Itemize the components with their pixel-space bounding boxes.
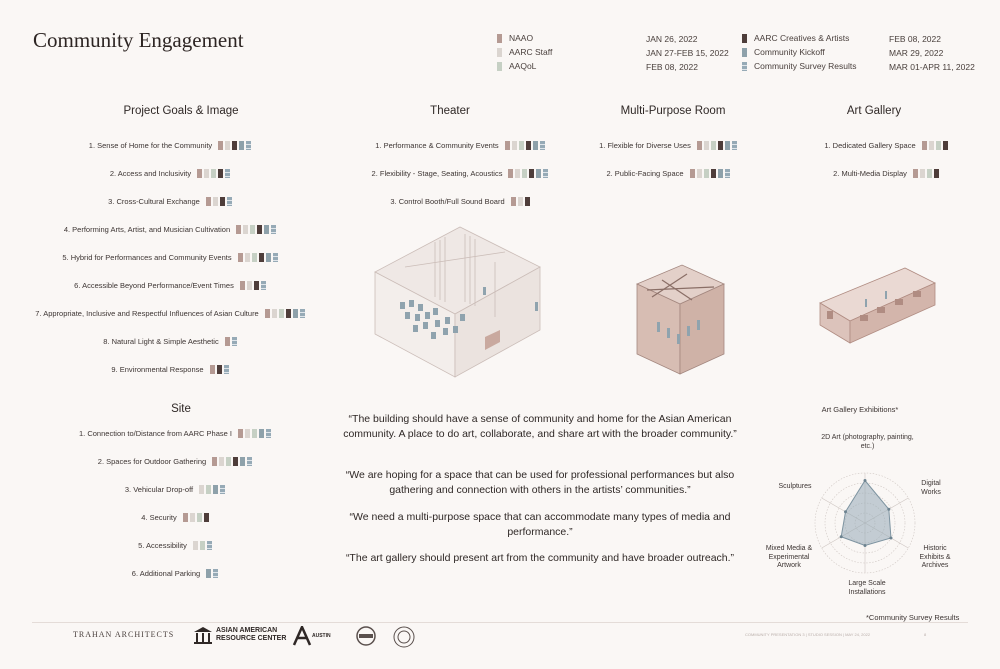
source-bar-creatives xyxy=(257,225,262,234)
source-bar-creatives xyxy=(217,365,222,374)
footer-note: COMMUNITY PRESENTATION 3 | STUDIO SESSION | MAY 24, 2022 xyxy=(745,632,871,637)
source-bar-naao xyxy=(697,141,702,150)
source-bar-aaqol xyxy=(226,457,231,466)
source-bar-kickoff xyxy=(206,569,211,578)
radar-axis-2d-art: 2D Art (photography, painting, etc.) xyxy=(821,434,914,450)
source-bar-naao xyxy=(922,141,927,150)
radar-axis-sculptures: Sculptures xyxy=(778,483,812,490)
source-bar-survey xyxy=(543,169,548,178)
source-bar-staff xyxy=(219,457,224,466)
source-bar-naao xyxy=(210,365,215,374)
source-bar-creatives xyxy=(220,197,225,206)
source-bar-naao xyxy=(206,197,211,206)
source-bar-creatives xyxy=(218,169,223,178)
source-bar-staff xyxy=(515,169,520,178)
source-bar-naao xyxy=(508,169,513,178)
goal-label: 4. Security xyxy=(141,513,177,522)
goal-label: 2. Access and Inclusivity xyxy=(109,169,192,178)
source-bar-staff xyxy=(193,541,198,550)
aarc-logo-line1: ASIAN AMERICAN xyxy=(216,627,278,634)
austin-logo: AUSTIN xyxy=(292,626,331,646)
goal-item xyxy=(375,141,544,150)
goal-label: 7. Appropriate, Inclusive and Respectful Influences of Asian Culture xyxy=(35,309,259,318)
multipurpose-isometric-illustration xyxy=(632,262,727,380)
source-bar-creatives xyxy=(525,197,530,206)
goal-item xyxy=(132,569,218,578)
source-bar-creatives xyxy=(232,141,237,150)
legend-date-aaqol: FEB 08, 2022 xyxy=(646,62,698,72)
theater-isometric-illustration xyxy=(365,222,545,380)
aarc-logo xyxy=(193,626,286,644)
source-bar-creatives xyxy=(934,169,939,178)
goal-label: 1. Performance & Community Events xyxy=(375,141,499,150)
source-bar-staff xyxy=(243,225,248,234)
source-bar-kickoff xyxy=(533,141,538,150)
source-bars xyxy=(206,197,232,206)
source-bar-staff xyxy=(213,197,218,206)
source-bars xyxy=(922,141,948,150)
source-bars xyxy=(218,141,251,150)
source-bar-kickoff xyxy=(264,225,269,234)
goal-label: 2. Flexibility - Stage, Seating, Acoustics xyxy=(371,169,503,178)
quote-2: “We are hoping for a space that can be used for professional performances but also gathering and connection with others in the artists’ communities.” xyxy=(345,469,735,496)
goal-item xyxy=(35,309,304,318)
radar-point xyxy=(887,508,890,511)
source-bar-kickoff xyxy=(240,457,245,466)
goal-label: 1. Sense of Home for the Community xyxy=(88,141,213,150)
legend-creatives: AARC Creatives & Artists xyxy=(742,33,849,43)
aarc-building-icon xyxy=(193,626,213,644)
quote-4: “The art gallery should present art from the community and have broader outreach.” xyxy=(345,552,735,564)
source-bar-naao xyxy=(236,225,241,234)
goal-item xyxy=(64,225,276,234)
source-bar-aaqol xyxy=(927,169,932,178)
source-bar-kickoff xyxy=(239,141,244,150)
austin-a-icon xyxy=(292,626,312,646)
source-bar-kickoff xyxy=(718,169,723,178)
source-bars xyxy=(690,169,730,178)
goal-label: 1. Connection to/Distance from AARC Phase I xyxy=(79,429,232,438)
seal-logo-1 xyxy=(354,626,378,646)
source-bar-survey xyxy=(213,569,218,578)
theater-heading: Theater xyxy=(430,105,470,117)
goal-item xyxy=(110,169,230,178)
source-bars xyxy=(511,197,530,206)
source-bar-survey xyxy=(227,197,232,206)
goal-item xyxy=(74,281,266,290)
source-bar-aaqol xyxy=(250,225,255,234)
source-bars xyxy=(206,569,218,578)
legend-date-creatives: FEB 08, 2022 xyxy=(889,34,941,44)
legend-date-kickoff: MAR 29, 2022 xyxy=(889,48,944,58)
source-bars xyxy=(508,169,548,178)
legend-naao: NAAO xyxy=(497,33,533,43)
source-bar-aaqol xyxy=(522,169,527,178)
goal-item xyxy=(599,141,737,150)
goal-item xyxy=(103,337,236,346)
goal-label: 6. Additional Parking xyxy=(131,569,201,578)
source-bar-creatives xyxy=(259,253,264,262)
source-bar-staff xyxy=(225,141,230,150)
goal-item xyxy=(125,485,225,494)
legend-survey: Community Survey Results xyxy=(742,61,857,71)
source-bars xyxy=(240,281,266,290)
source-bar-creatives xyxy=(711,169,716,178)
goal-item xyxy=(62,253,277,262)
source-bars xyxy=(265,309,305,318)
source-bar-survey xyxy=(224,365,229,374)
source-bars xyxy=(197,169,230,178)
source-bar-staff xyxy=(204,169,209,178)
source-bar-naao xyxy=(505,141,510,150)
source-bar-naao xyxy=(197,169,202,178)
trahan-logo: TRAHAN ARCHITECTS xyxy=(73,630,175,639)
source-bars xyxy=(199,485,225,494)
goal-item xyxy=(606,169,729,178)
goal-label: 3. Vehicular Drop-off xyxy=(124,485,194,494)
radar-point xyxy=(889,537,892,540)
goal-label: 3. Control Booth/Full Sound Board xyxy=(390,197,505,206)
source-bar-staff xyxy=(697,169,702,178)
gallery-radar-chart xyxy=(805,428,925,588)
source-bar-naao xyxy=(265,309,270,318)
source-bar-survey xyxy=(261,281,266,290)
legend-kickoff: Community Kickoff xyxy=(742,47,825,57)
source-bar-staff xyxy=(190,513,195,522)
source-bar-survey xyxy=(273,253,278,262)
goal-item xyxy=(824,141,947,150)
goal-item xyxy=(89,141,251,150)
source-bar-kickoff xyxy=(213,485,218,494)
goal-item xyxy=(108,197,232,206)
source-bar-naao xyxy=(690,169,695,178)
legend-aaqol: AAQoL xyxy=(497,61,536,71)
source-bars xyxy=(210,365,229,374)
radar-point xyxy=(844,510,847,513)
source-bars xyxy=(183,513,209,522)
radar-point xyxy=(840,535,843,538)
goal-item xyxy=(372,169,549,178)
radar-axis-mixed-media: Mixed Media & Experimental Artwork xyxy=(765,545,813,569)
source-bar-survey xyxy=(207,541,212,550)
gallery-heading: Art Gallery xyxy=(846,105,902,117)
aarc-logo-line2: RESOURCE CENTER xyxy=(216,635,287,642)
source-bars xyxy=(212,457,252,466)
source-bar-staff xyxy=(245,429,250,438)
source-bar-survey xyxy=(732,141,737,150)
source-bar-aaqol xyxy=(936,141,941,150)
source-bar-survey xyxy=(247,457,252,466)
source-bar-staff xyxy=(518,197,523,206)
source-bar-staff xyxy=(929,141,934,150)
source-bar-aaqol xyxy=(206,485,211,494)
source-bar-creatives xyxy=(529,169,534,178)
source-bar-survey xyxy=(300,309,305,318)
legend-date-survey: MAR 01-APR 11, 2022 xyxy=(889,62,975,72)
goal-label: 1. Dedicated Gallery Space xyxy=(824,141,916,150)
source-bar-kickoff xyxy=(266,253,271,262)
source-bar-naao xyxy=(240,281,245,290)
source-bar-creatives xyxy=(254,281,259,290)
source-bar-creatives xyxy=(526,141,531,150)
radar-point xyxy=(864,479,867,482)
goal-item xyxy=(141,513,208,522)
source-bar-aaqol xyxy=(711,141,716,150)
source-bar-naao xyxy=(183,513,188,522)
source-bar-staff xyxy=(704,141,709,150)
source-bar-survey xyxy=(271,225,276,234)
radar-data-area xyxy=(841,481,891,546)
source-bar-kickoff xyxy=(259,429,264,438)
goal-label: 5. Accessibility xyxy=(138,541,187,550)
source-bar-creatives xyxy=(233,457,238,466)
source-bar-naao xyxy=(913,169,918,178)
source-bar-survey xyxy=(246,141,251,150)
goal-label: 1. Flexible for Diverse Uses xyxy=(599,141,691,150)
source-bar-creatives xyxy=(943,141,948,150)
source-bar-naao xyxy=(238,253,243,262)
goal-item xyxy=(98,457,252,466)
legend-date-naao: JAN 26, 2022 xyxy=(646,34,698,44)
multipurpose-heading: Multi-Purpose Room xyxy=(620,105,726,117)
source-bar-staff xyxy=(199,485,204,494)
source-bar-creatives xyxy=(718,141,723,150)
source-bar-staff xyxy=(272,309,277,318)
radar-title: Art Gallery Exhibitions* xyxy=(821,405,899,414)
source-bar-aaqol xyxy=(519,141,524,150)
radar-axis-digital-works: Digital Works xyxy=(921,480,941,496)
source-bars xyxy=(238,429,271,438)
goal-item xyxy=(390,197,529,206)
source-bars xyxy=(225,337,237,346)
source-bar-creatives xyxy=(204,513,209,522)
goal-item xyxy=(138,541,212,550)
goal-label: 2. Public-Facing Space xyxy=(606,169,684,178)
source-bar-aaqol xyxy=(279,309,284,318)
goal-label: 9. Environmental Response xyxy=(111,365,204,374)
source-bar-survey xyxy=(725,169,730,178)
source-bar-staff xyxy=(920,169,925,178)
gallery-isometric-illustration xyxy=(815,263,940,348)
source-bars xyxy=(238,253,278,262)
source-bar-staff xyxy=(245,253,250,262)
radar-point xyxy=(864,544,867,547)
goal-label: 3. Cross-Cultural Exchange xyxy=(108,197,200,206)
source-bars xyxy=(193,541,212,550)
source-bar-survey xyxy=(220,485,225,494)
goal-item xyxy=(79,429,271,438)
source-bars xyxy=(697,141,737,150)
source-bar-staff xyxy=(247,281,252,290)
goal-label: 6. Accessible Beyond Performance/Event Times xyxy=(74,281,234,290)
quote-1: “The building should have a sense of community and home for the Asian American community. A place to do art, collaborate, and share art with the broader community.” xyxy=(343,413,737,440)
survey-footnote: *Community Survey Results xyxy=(866,613,960,622)
legend-date-aarc-staff: JAN 27-FEB 15, 2022 xyxy=(646,48,729,58)
source-bar-staff xyxy=(512,141,517,150)
source-bar-aaqol xyxy=(211,169,216,178)
source-bar-kickoff xyxy=(725,141,730,150)
source-bars xyxy=(236,225,276,234)
goal-label: 2. Multi-Media Display xyxy=(833,169,907,178)
goal-label: 2. Spaces for Outdoor Gathering xyxy=(97,457,207,466)
radar-axis-historic: Historic Exhibits & Archives xyxy=(919,545,951,569)
goal-label: 4. Performing Arts, Artist, and Musician Cultivation xyxy=(63,225,231,234)
source-bar-survey xyxy=(540,141,545,150)
source-bar-naao xyxy=(238,429,243,438)
goal-item xyxy=(111,365,228,374)
page-number: 8 xyxy=(924,632,927,637)
project-goals-heading: Project Goals & Image xyxy=(123,105,239,117)
source-bar-naao xyxy=(218,141,223,150)
source-bar-kickoff xyxy=(293,309,298,318)
site-heading: Site xyxy=(171,403,191,415)
source-bar-aaqol xyxy=(704,169,709,178)
source-bar-naao xyxy=(511,197,516,206)
source-bar-naao xyxy=(212,457,217,466)
goal-label: 8. Natural Light & Simple Aesthetic xyxy=(103,337,219,346)
quote-3: “We need a multi-purpose space that can accommodate many types of media and performance.” xyxy=(349,511,731,538)
legend-aarc-staff: AARC Staff xyxy=(497,47,552,57)
seal-logo-2 xyxy=(393,626,415,648)
source-bar-creatives xyxy=(286,309,291,318)
source-bars xyxy=(505,141,545,150)
source-bars xyxy=(913,169,939,178)
source-bar-aaqol xyxy=(252,429,257,438)
source-bar-aaqol xyxy=(200,541,205,550)
source-bar-survey xyxy=(266,429,271,438)
source-bar-survey xyxy=(225,169,230,178)
source-bar-aaqol xyxy=(252,253,257,262)
goal-item xyxy=(833,169,939,178)
page-title: Community Engagement xyxy=(33,28,244,52)
goal-label: 5. Hybrid for Performances and Community Events xyxy=(62,253,232,262)
source-bar-survey xyxy=(232,337,237,346)
source-bar-naao xyxy=(225,337,230,346)
footer-divider xyxy=(32,622,968,623)
source-bar-kickoff xyxy=(536,169,541,178)
radar-axis-large-scale: Large Scale Installations xyxy=(848,580,886,596)
source-bar-aaqol xyxy=(197,513,202,522)
